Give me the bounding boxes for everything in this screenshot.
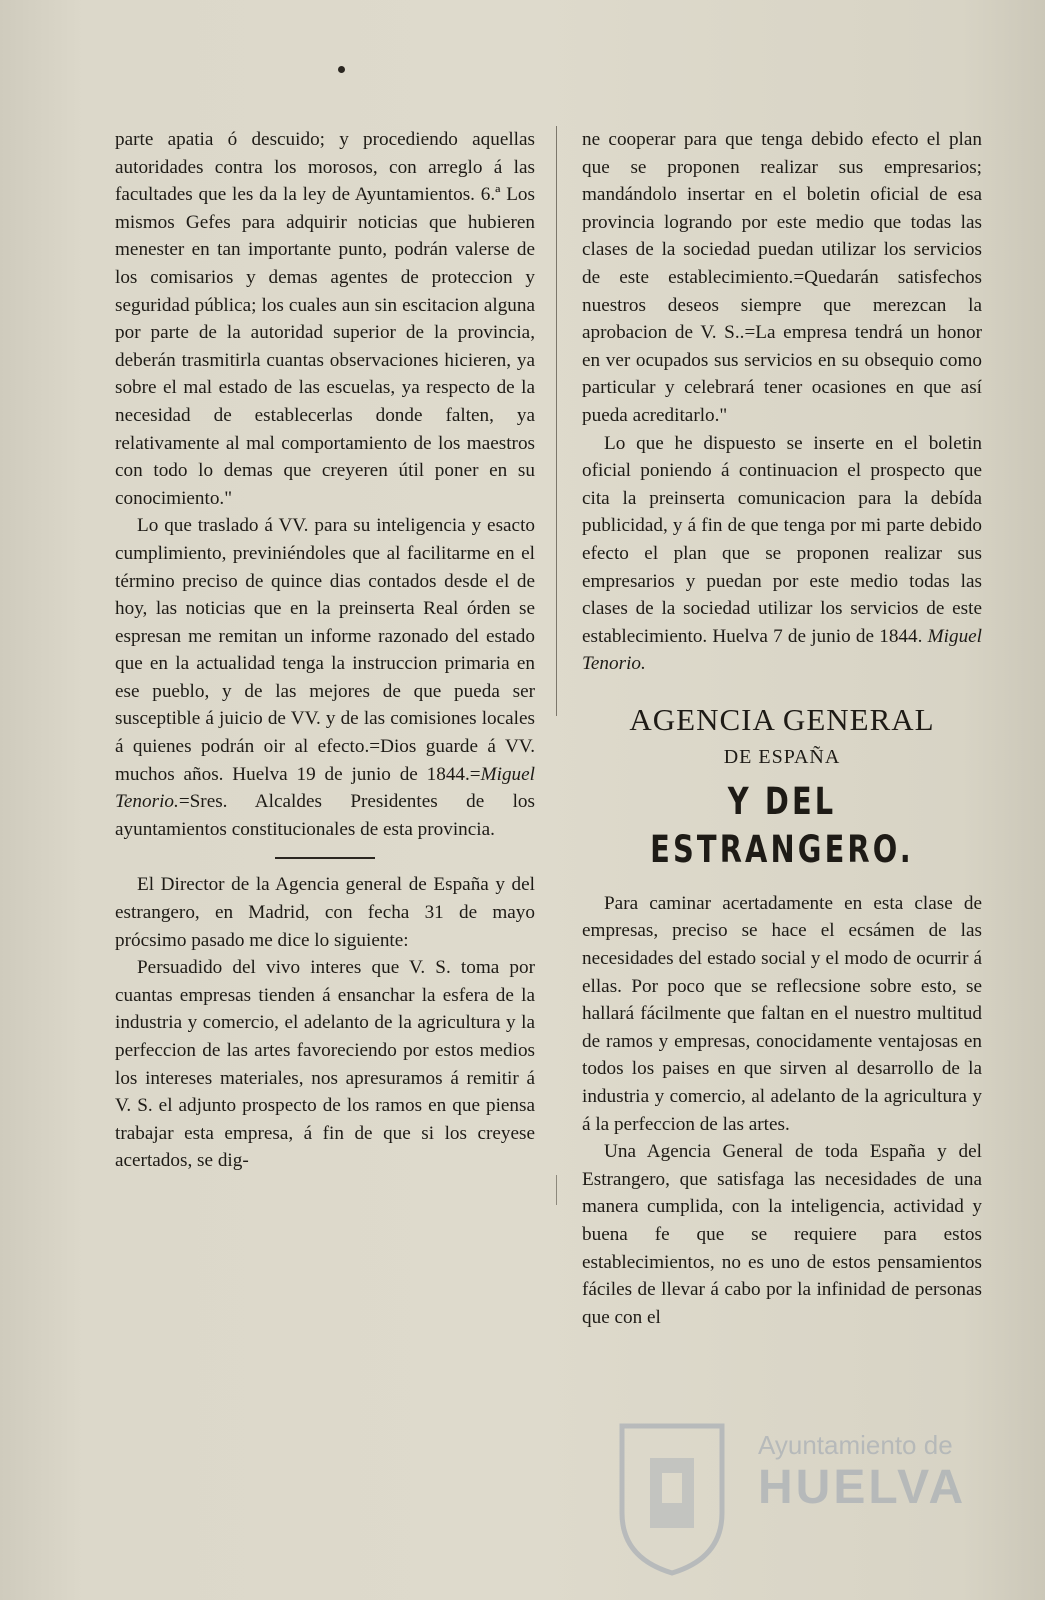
watermark-line2: HUELVA	[758, 1461, 967, 1514]
paragraph-traslado-tail: =Sres. Alcaldes Presidentes de los ayuntamientos constitucionales de esta provincia.	[115, 791, 535, 840]
right-column	[582, 126, 982, 1331]
heading-del-estrangero: Y DEL ESTRANGERO.	[650, 779, 914, 871]
paragraph-traslado-text: Lo que traslado á VV. para su inteligencia y esacto cumplimiento, previniéndoles que al facilitarme en el término preciso de quince dias contados desde el de hoy, las noticias que en la preinserta Real órden se espresan me remitan un informe razonado del estado que en la actualidad tenga la instruccion primaria en ese pueblo, y de las mejores de que pueda ser susceptible á juicio de VV. y de las comisiones locales á quienes podrán oir al efecto.=Dios guarde á VV. muchos años. Huelva 19 de junio de 1844.=	[115, 515, 535, 785]
column-divider-lower	[556, 1175, 557, 1205]
signature: Miguel Tenorio.	[115, 763, 535, 813]
paragraph-dispuesto-text: Lo que he dispuesto se inserte en el boletin oficial poniendo á continuacion el prospecto que cita la preinserta comunicacion para la debída publicidad, y á fin de que tenga por mi parte debido efecto el plan que se proponen realizar sus empresarios y puedan por este medio todas las clases de la sociedad utilizar los servicios de este establecimiento. Huelva 7 de junio de 1844.	[582, 432, 982, 647]
section-rule	[275, 857, 375, 859]
watermark	[612, 1418, 1012, 1578]
heading-de-espana: DE ESPAÑA	[723, 745, 841, 768]
paragraph-caminar: Para caminar acertadamente en esta clase de empresas, preciso se hace el ecsámen de las necesidades del estado social y el modo de ocurrir á ellas. Por poco que se reflecsione sobre esto, se hallará fácilmente que faltan en el nuestro multitud de ramos y empresas, conocidamente ventajosas en todos los paises en que sirven al desarrollo de la industria y comercio, al adelanto de la agricultura y á la perfeccion de las artes.	[582, 892, 982, 1135]
signature: Miguel Tenorio.	[582, 625, 983, 675]
column-divider	[556, 126, 557, 716]
paragraph-continuation: parte apatia ó descuido; y procediendo aquellas autoridades contra los morosos, con arreglo á las facultades que les da la ley de Ayuntamientos. 6.ª Los mismos Gefes para adquirir noticias que hubieren menester en tan importante punto, podrán valerse de los comisarios y demas agentes de proteccion y seguridad pública; los cuales aun sin escitacion alguna por parte de la autoridad superior de la provincia, deberán trasmitirla cuantas observaciones hicieren, ya sobre el mal estado de las escuelas, ya respecto de la necesidad de establecerlas donde falten, ya relativamente al mal comportamiento de los maestros con todo lo demas que creyeren útil poner en su conocimiento."	[115, 129, 535, 509]
paragraph-dispuesto	[582, 430, 982, 678]
page-mark	[338, 66, 345, 73]
paragraph-cooperar: ne cooperar para que tenga debido efecto el plan que se proponen realizar sus empresarios; mandándolo insertar en el boletin oficial de esa provincia logrando por este medio que todas las clases de la sociedad puedan utilizar los servicios de este establecimiento.=Quedarán satisfechos nuestros deseos siempre que merezcan la aprobacion de V. S..=La empresa tendrá un honor en ver ocupados sus servicios en su obsequio como particular y celebrará tener ocasiones en que así pueda acreditarlo."	[582, 129, 982, 426]
paragraph-director: El Director de la Agencia general de España y del estrangero, en Madrid, con fecha 31 de mayo prócsimo pasado me dice lo siguiente:	[115, 874, 535, 951]
paragraph-traslado	[115, 512, 535, 843]
shield-icon	[612, 1418, 732, 1578]
left-column	[115, 126, 535, 1175]
heading-agencia-general: AGENCIA GENERAL	[629, 701, 935, 737]
watermark-line1: Ayuntamiento de	[758, 1430, 953, 1460]
paragraph-persuadido: Persuadido del vivo interes que V. S. toma por cuantas empresas tienden á ensanchar la esfera de la industria y comercio, el adelanto de la agricultura y la perfeccion de las artes favoreciendo por estos medios los intereses materiales, nos apresuramos á remitir á V. S. el adjunto prospecto de los ramos en que piensa trabajar esta empresa, á fin de que si los creyese acertados, se dig-	[115, 957, 535, 1172]
paragraph-agencia: Una Agencia General de toda España y del Estrangero, que satisfaga las necesidades de una manera cumplida, con la inteligencia, actividad y buena fe que se requiere para estos establecimientos, no es uno de estos pensamientos fáciles de llevar á cabo por la infinidad de personas que con el	[582, 1141, 982, 1328]
